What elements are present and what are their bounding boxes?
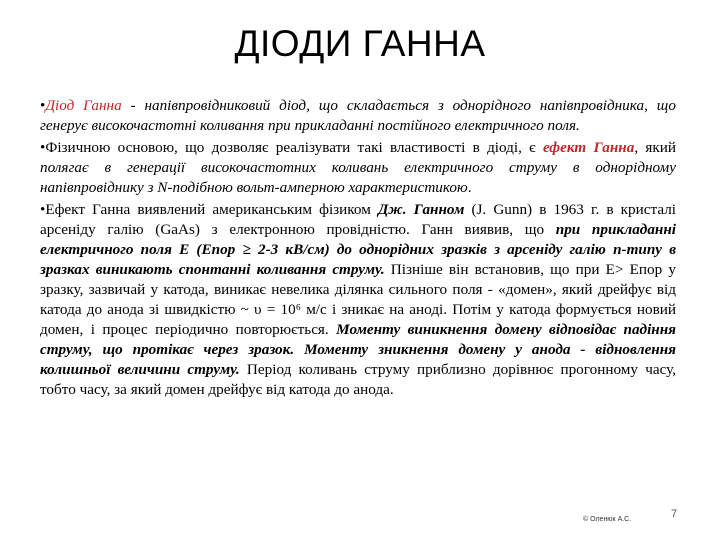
- footer-credit: © Оленюк А.С.: [583, 516, 632, 523]
- text-run: .: [467, 179, 472, 196]
- term-gunn-diode: Діод Ганна: [45, 97, 122, 114]
- bullet: •: [40, 97, 46, 114]
- page-number: 7: [671, 508, 678, 520]
- paragraph-physical-basis: [40, 138, 676, 198]
- domain-current-relation: Моменту виникнення домену відповідає падіння струму, що протікає через зразок. Моменту зникнення домену у анода - відновлення колишньої величини струму.: [40, 321, 676, 378]
- text-run: •Фізичною основою, що дозволяє реалізувати такі властивості в діоді, є: [40, 139, 543, 156]
- text-run: , який: [634, 139, 676, 156]
- slide-title: ДІОДИ ГАННА: [234, 23, 486, 64]
- physicist-name: Дж. Ганном: [377, 201, 465, 218]
- term-gunn-effect: ефект Ганна: [542, 139, 635, 156]
- text-run: Період коливань струму приблизно дорівнює прогонному часу, тобто часу, за який домен дрейфує від катода до анода.: [40, 361, 676, 398]
- effect-description: полягає в генерації високочастотних коливань електричного струму в однорідному напівпровіднику з N-подібною вольт-амперною характеристикою: [40, 159, 676, 196]
- paragraph-gunn-diode-definition: [40, 96, 676, 136]
- key-finding: при прикладанні електричного поля E (Eпор ≥ 2-3 кВ/см) до однорідних зразків з арсеніду галію n-типу в зразках виникають спонтанні коливання струму.: [40, 221, 677, 278]
- definition-text: - напівпровідниковий діод, що складається з однорідного напівпровідника, що генерує високочастотні коливання при прикладанні постійного електричного поля.: [40, 97, 676, 134]
- text-run: •Ефект Ганна виявлений американським фізиком: [40, 201, 378, 218]
- text-run: (J. Gunn) в 1963 г. в кристалі арсеніду галію (GaAs) з електронною провідністю. Ганн виявив, що: [40, 201, 676, 238]
- paragraph-discovery: [40, 200, 676, 400]
- text-run: Пізніше він встановив, що при E> Eпор у зразку, зазвичай у катода, виникає невелика ділянка сильного поля - «домен», який дрейфує від катода до анода зі швидкістю ~ υ = 10⁶ м/с і зникає на аноді. Потім у катода формується новий домен, і процес періодично повторюється.: [40, 261, 676, 338]
- slide-body: [40, 96, 676, 402]
